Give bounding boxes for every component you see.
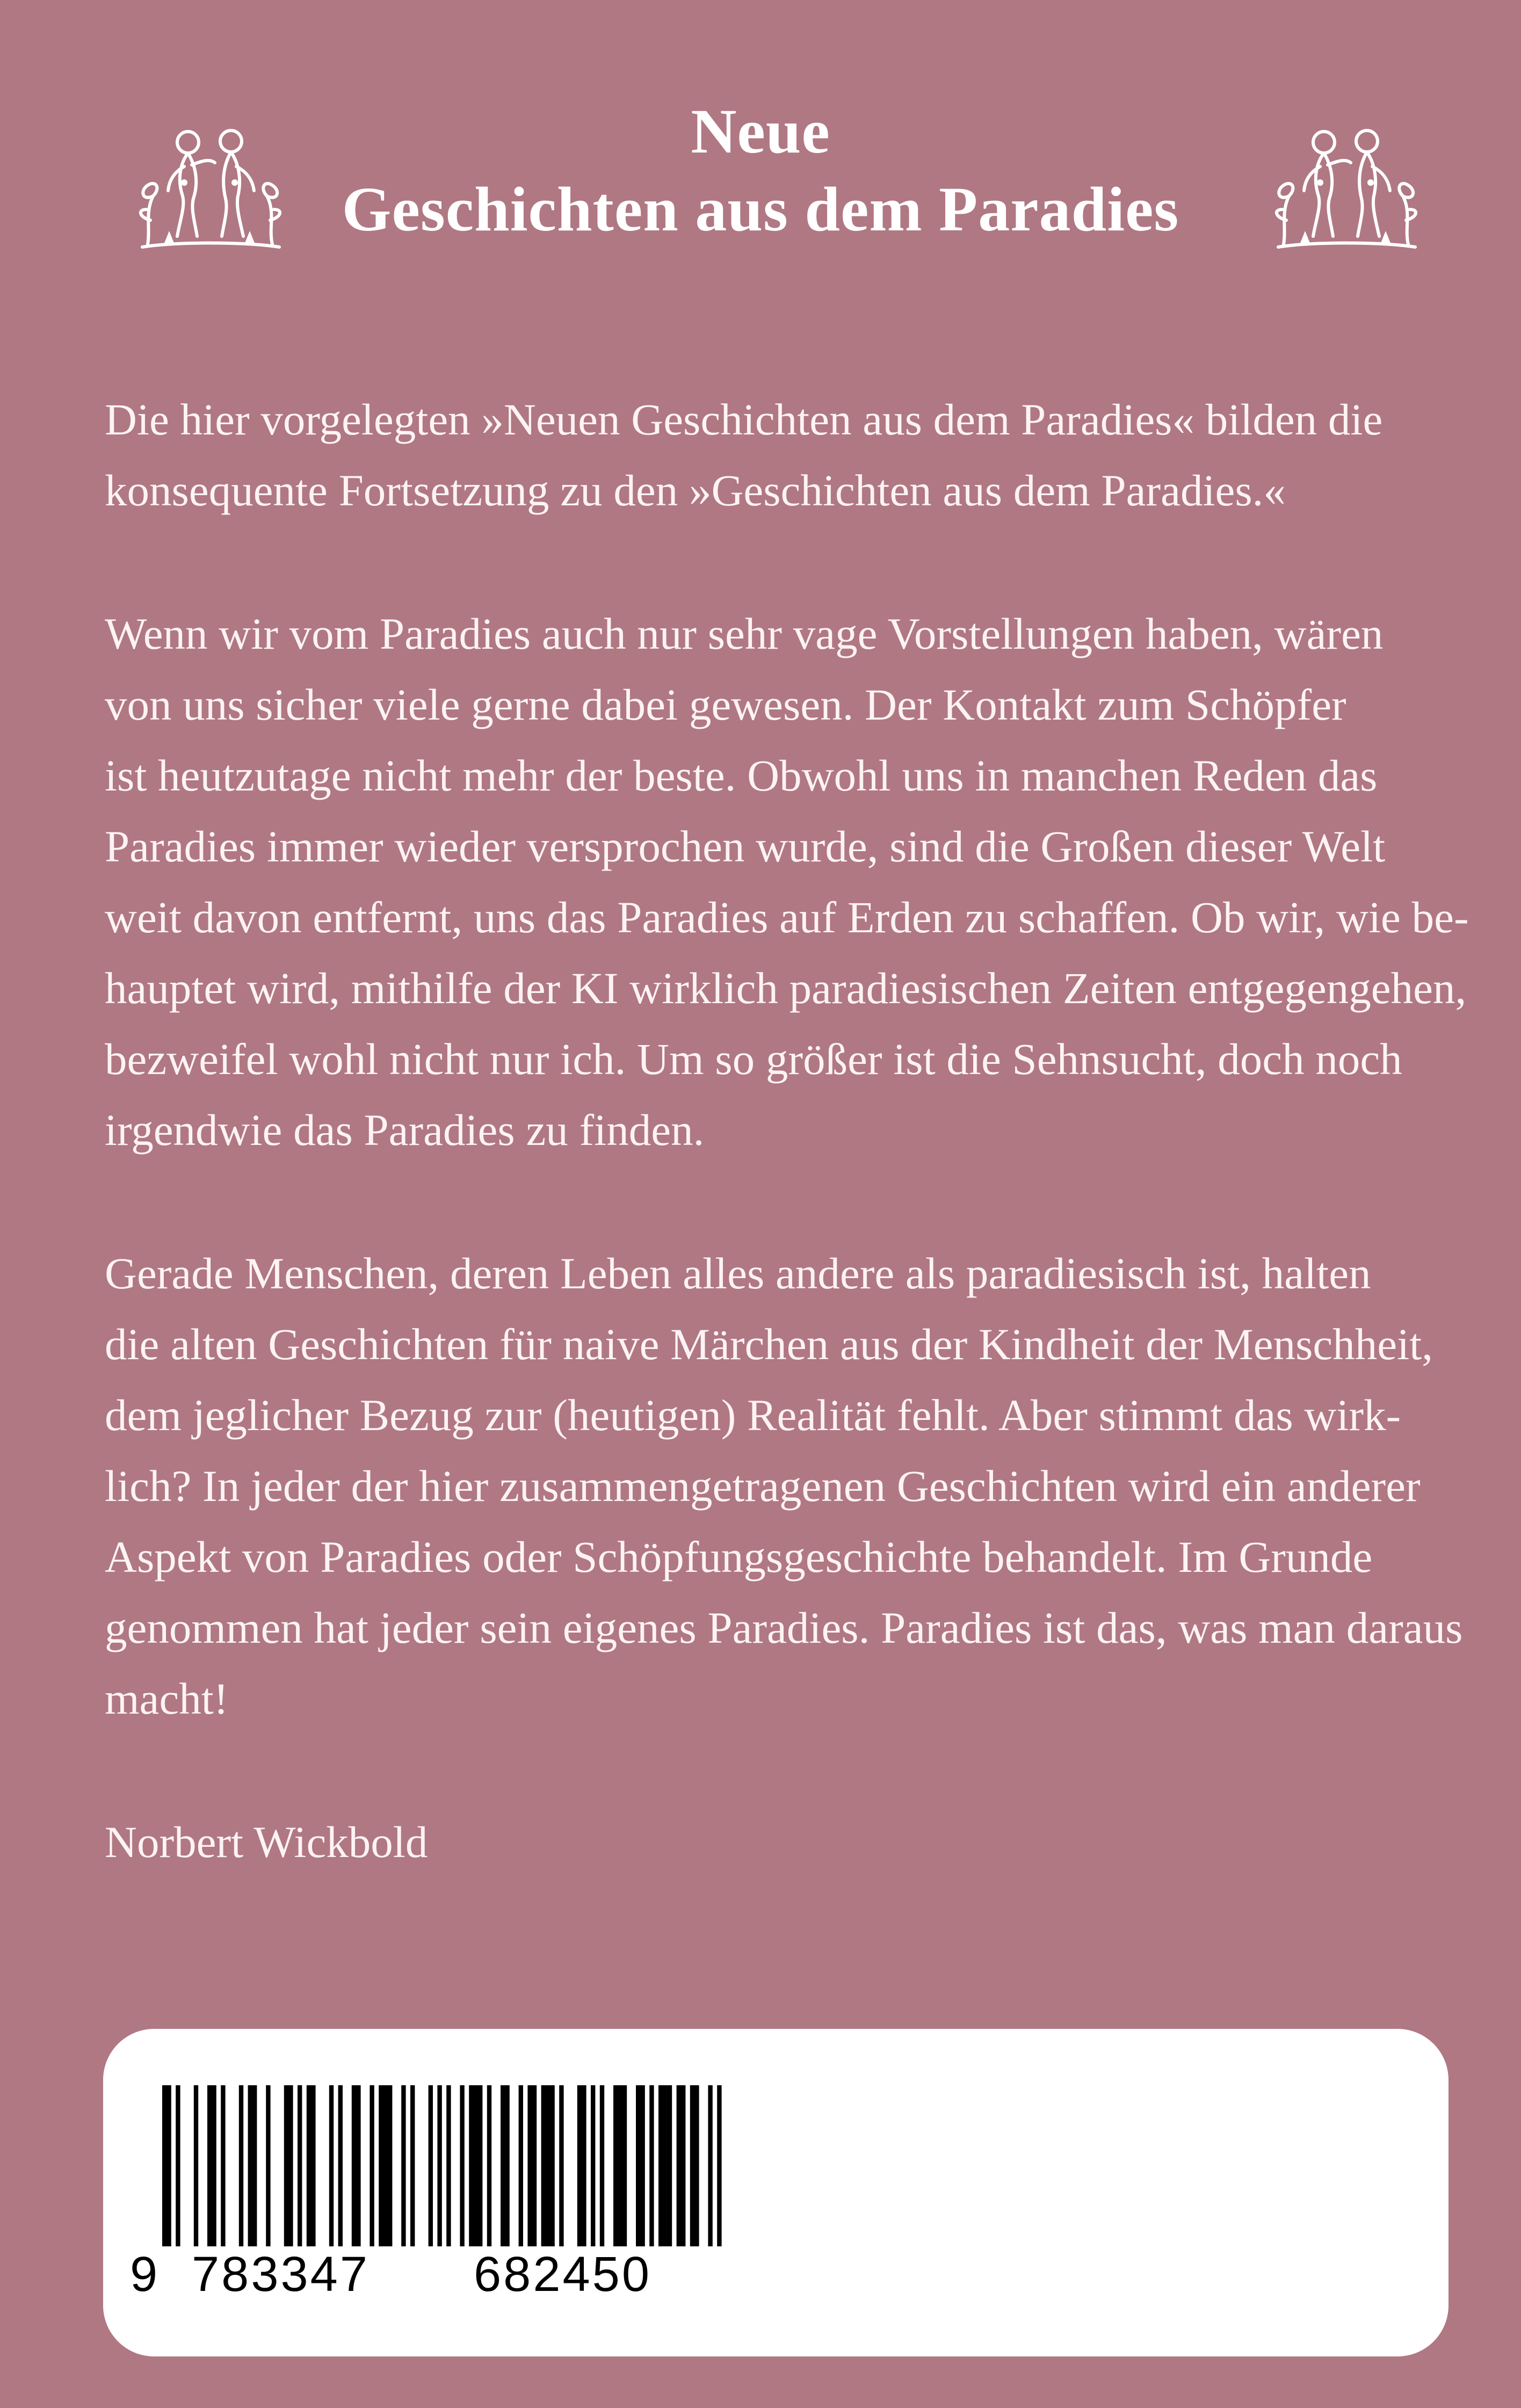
barcode-bar: [487, 2085, 491, 2246]
barcode-bar: [577, 2085, 586, 2246]
text-line: Paradies immer wieder versprochen wurde, sind die Großen dieser Welt: [105, 822, 1386, 871]
text-line: hauptet wird, mithilfe der KI wirklich paradiesischen Zeiten entgegengehen,: [105, 963, 1467, 1013]
barcode-bar: [298, 2085, 302, 2246]
barcode-bar: [446, 2085, 451, 2246]
barcode-bar: [221, 2085, 225, 2246]
barcode-bar: [649, 2085, 654, 2246]
text-line: weit davon entfernt, uns das Paradies auf Erden zu schaffen. Ob wir, wie be-: [105, 893, 1469, 942]
book-title: [269, 94, 1252, 250]
barcode-bar: [379, 2085, 392, 2246]
barcode-bar: [677, 2085, 686, 2246]
text-line: ist heutzutage nicht mehr der beste. Obwohl uns in manchen Reden das: [105, 751, 1378, 800]
text-line: konsequente Fortsetzung zu den »Geschichten aus dem Paradies.«: [105, 466, 1286, 515]
barcode-bar: [559, 2085, 563, 2246]
barcode-bar: [239, 2085, 243, 2246]
text-line: irgendwie das Paradies zu finden.: [105, 1105, 705, 1155]
barcode-bar: [501, 2085, 510, 2246]
barcode-bar: [541, 2085, 555, 2246]
text-line: dem jeglicher Bezug zur (heutigen) Realität fehlt. Aber stimmt das wirk-: [105, 1390, 1401, 1440]
barcode-bar: [266, 2085, 270, 2246]
barcode-bar: [613, 2085, 627, 2246]
paragraph: [105, 1238, 1463, 1734]
title-line-2: Geschichten aus dem Paradies: [342, 174, 1179, 244]
text-line: Die hier vorgelegten »Neuen Geschichten aus dem Paradies« bilden die: [105, 395, 1383, 444]
barcode-bar: [410, 2085, 415, 2246]
barcode-bar: [708, 2085, 712, 2246]
text-line: Wenn wir vom Paradies auch nur sehr vage Vorstellungen haben, wären: [105, 609, 1384, 658]
text-line: lich? In jeder der hier zusammengetragenen Geschichten wird ein anderer: [105, 1461, 1421, 1511]
text-line: macht!: [105, 1674, 229, 1723]
barcode-bar: [591, 2085, 595, 2246]
adam-and-eve-ornament-icon: [132, 121, 287, 255]
barcode-bar: [329, 2085, 334, 2246]
barcode-bar: [600, 2085, 604, 2246]
barcode-bar: [429, 2085, 433, 2246]
author-name: Norbert Wickbold: [105, 1817, 428, 1867]
paragraph: [105, 384, 1447, 526]
isbn-digit-group: 682450: [474, 2247, 651, 2302]
barcode-bar: [527, 2085, 537, 2246]
text-line: genommen hat jeder sein eigenes Paradies. Paradies ist das, was man daraus: [105, 1603, 1463, 1652]
barcode-bar: [176, 2085, 180, 2246]
text-line: von uns sicher viele gerne dabei gewesen. Der Kontakt zum Schöpfer: [105, 680, 1346, 729]
barcode-bar: [194, 2085, 198, 2246]
isbn-digit-group: 9: [130, 2247, 160, 2302]
barcode-bar: [401, 2085, 405, 2246]
adam-and-eve-ornament-icon: [1268, 121, 1423, 255]
text-line: die alten Geschichten für naive Märchen aus der Kindheit der Menschheit,: [105, 1319, 1433, 1369]
barcode-bar: [690, 2085, 699, 2246]
barcode-bar: [717, 2085, 721, 2246]
barcode-bar: [658, 2085, 672, 2246]
barcode-bar: [284, 2085, 293, 2246]
text-line: bezweifel wohl nicht nur ich. Um so größer ist die Sehnsucht, doch noch: [105, 1034, 1402, 1084]
title-line-1: Neue: [691, 96, 830, 166]
barcode-bar: [207, 2085, 216, 2246]
text-line: Aspekt von Paradies oder Schöpfungsgeschichte behandelt. Im Grunde: [105, 1532, 1373, 1582]
barcode-box: [103, 2029, 1448, 2356]
barcode-bar: [460, 2085, 464, 2246]
barcode-bar: [469, 2085, 482, 2246]
barcode-bar: [370, 2085, 374, 2246]
barcode-bar: [636, 2085, 645, 2246]
text-line: Gerade Menschen, deren Leben alles andere als paradiesisch ist, halten: [105, 1249, 1371, 1298]
barcode-bar: [307, 2085, 316, 2246]
barcode-bar: [248, 2085, 257, 2246]
isbn-digits: [130, 2246, 774, 2305]
barcode-bar: [162, 2085, 171, 2246]
barcode-bar: [519, 2085, 523, 2246]
barcode-icon: [162, 2085, 726, 2246]
barcode-bar: [338, 2085, 343, 2246]
paragraph: [105, 598, 1469, 1165]
blurb-text: [105, 384, 1469, 1877]
barcode-bar: [437, 2085, 441, 2246]
barcode-bar: [352, 2085, 361, 2246]
isbn-digit-group: 783347: [192, 2247, 370, 2302]
